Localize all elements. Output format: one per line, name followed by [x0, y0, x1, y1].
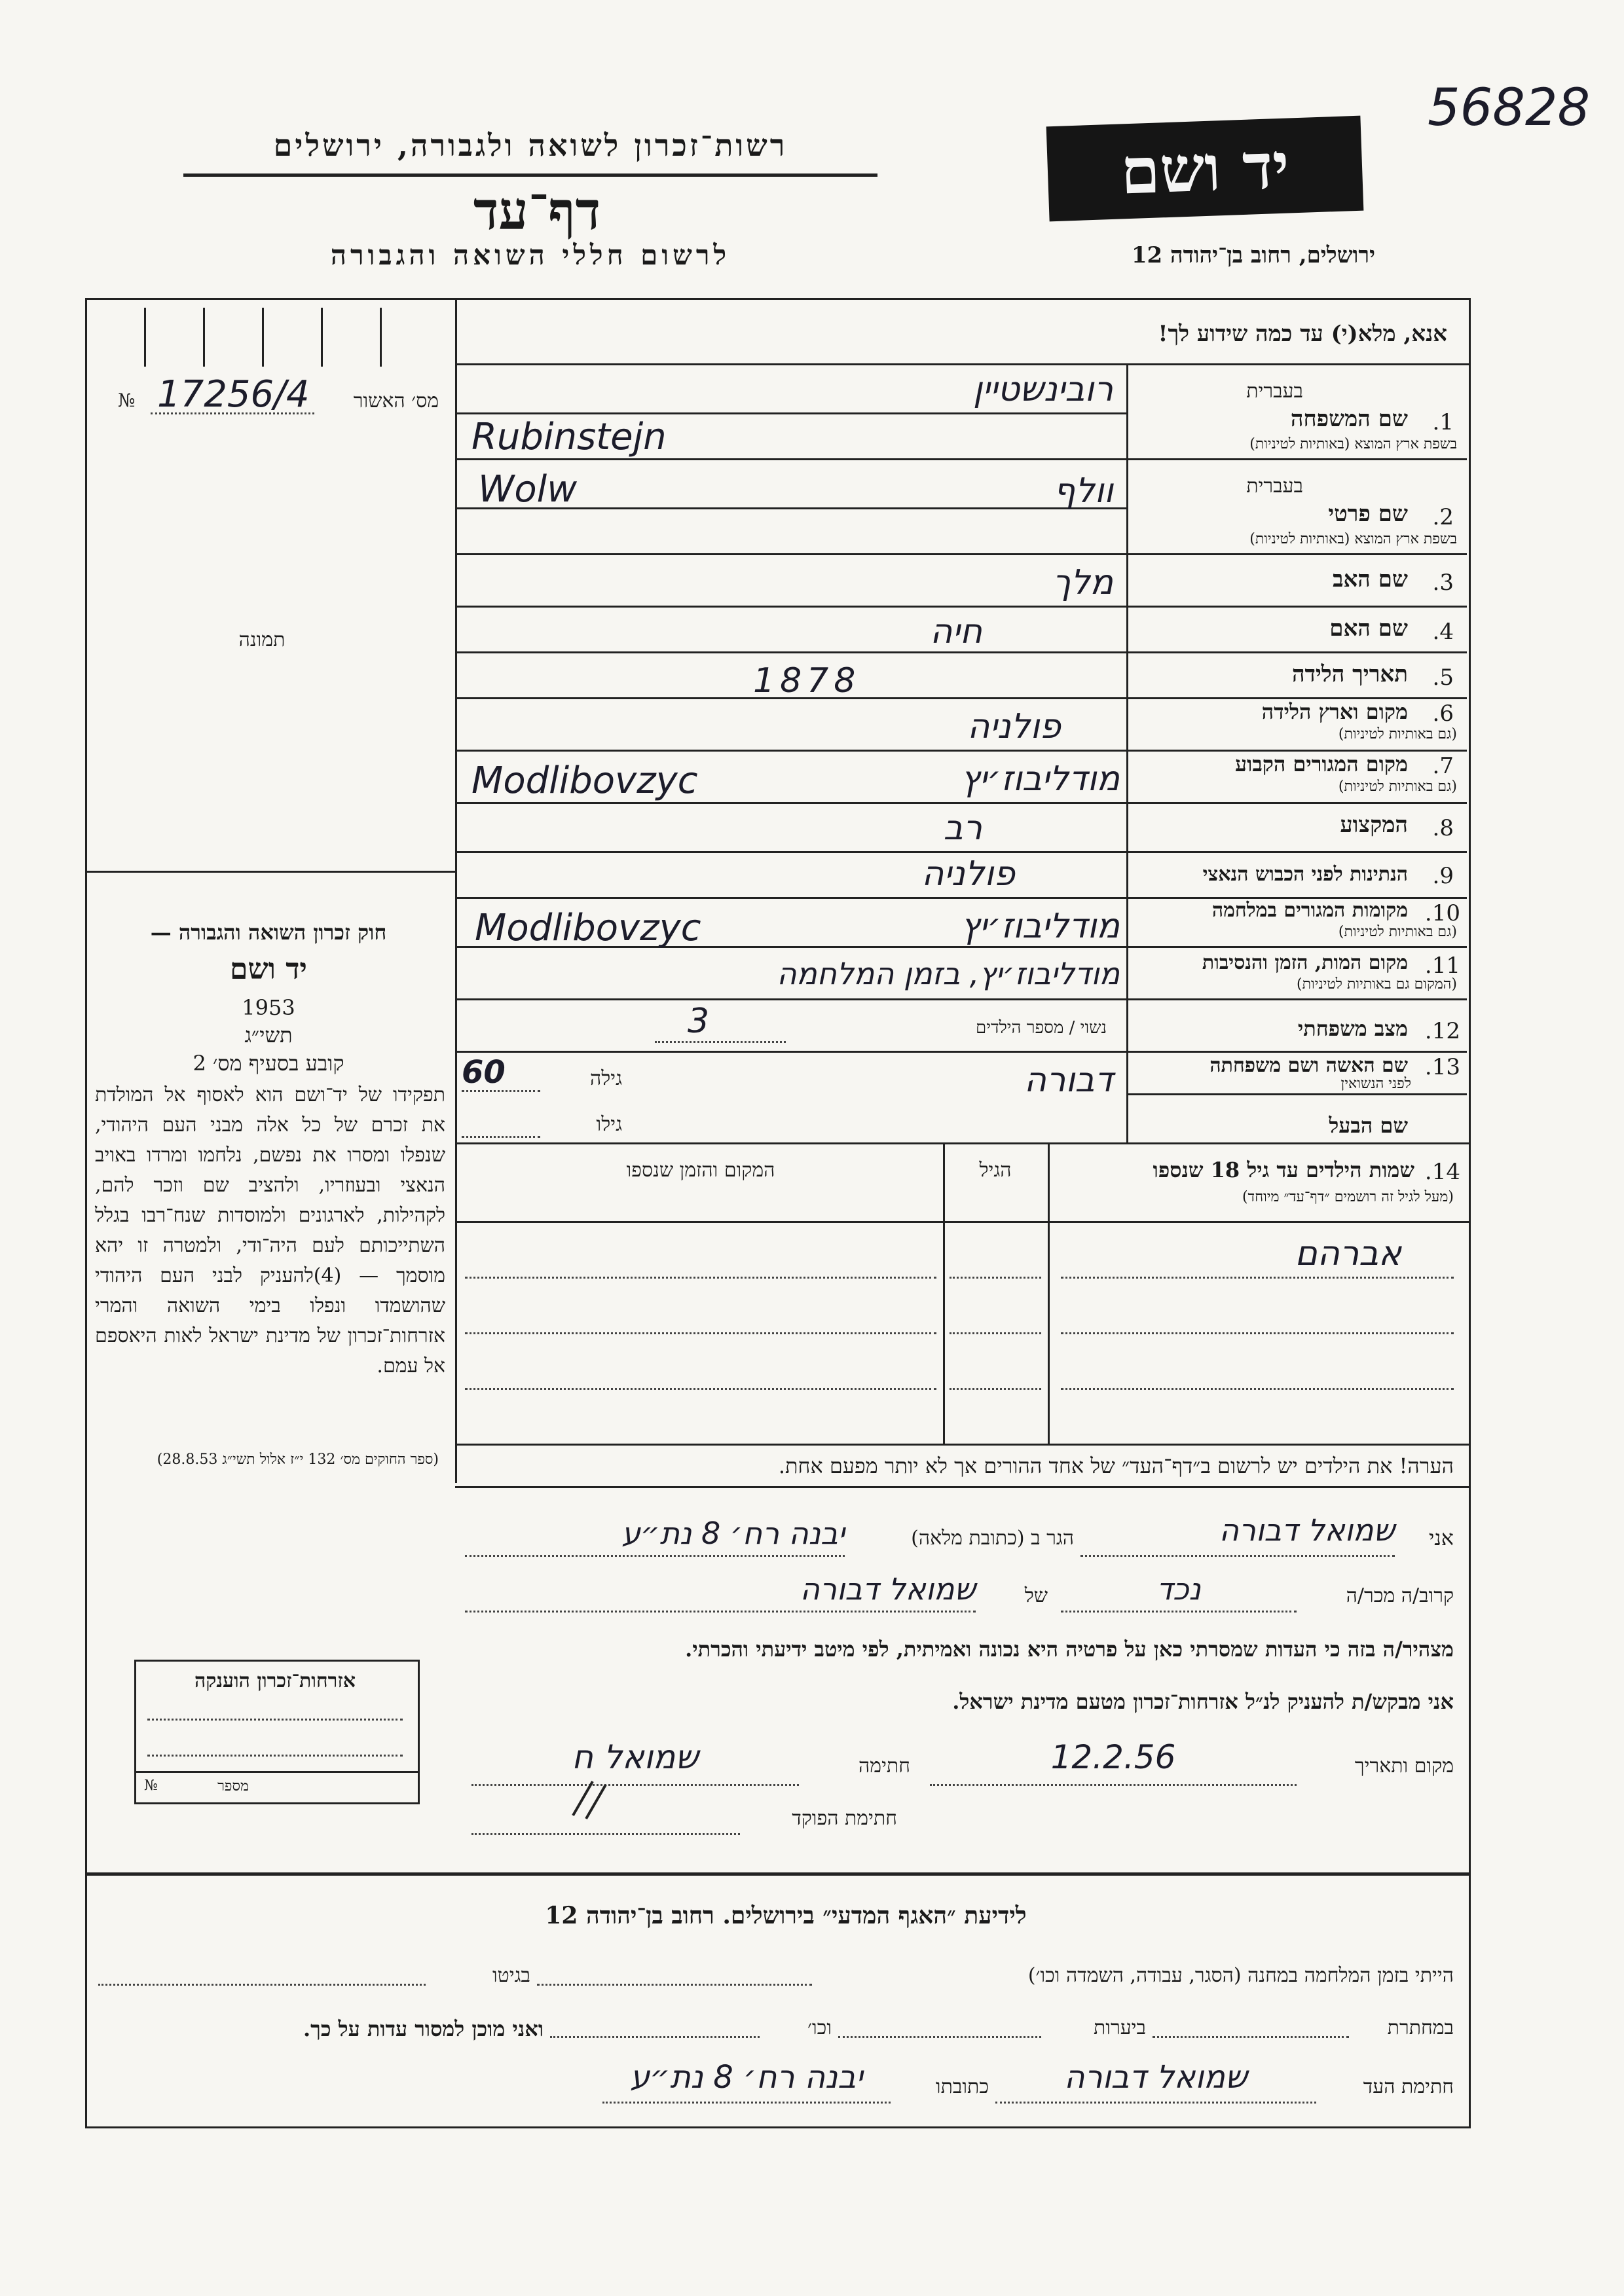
- citizenship-no-symbol: №: [144, 1777, 158, 1794]
- field-11-num: 11.: [1424, 953, 1460, 979]
- child-1-name: אברהם: [1295, 1234, 1401, 1273]
- field-2-value-he: וולף: [1053, 471, 1113, 511]
- field-12-num: 12.: [1424, 1018, 1460, 1044]
- field-4-label: שם האם: [1329, 615, 1408, 642]
- note: הערה! את הילדים יש לרשום ב״דף־העד״ של אחד ההורים אך לא יותר מפעם אחת.: [778, 1453, 1454, 1478]
- field-2-value-latin: Wolw: [478, 468, 577, 511]
- field-12-label: מצב משפחתי: [1297, 1016, 1408, 1041]
- law-name: יד ושם: [230, 953, 307, 986]
- field-8-label: המקצוע: [1340, 812, 1408, 838]
- bottom-line2-d: ואני מוכן למסור עדות על כך.: [303, 2016, 544, 2041]
- field-10-value-he: מודליבוז׳יץ: [961, 907, 1120, 946]
- field-6-label: מקום וארץ הלידה: [1261, 699, 1408, 724]
- registration-no-symbol: №: [118, 390, 136, 411]
- children-col-age: הגיל: [979, 1159, 1012, 1182]
- field-5-num: 5.: [1432, 665, 1454, 691]
- decl-officer-label: חתימת הפוקד: [792, 1807, 897, 1830]
- field-9-label: הנתינות לפני הכבוש הנאצי: [1202, 863, 1408, 886]
- field-5-label: תאריך הלידה: [1291, 661, 1408, 687]
- law-section: קובע בסעיף מס׳ 2: [193, 1051, 344, 1076]
- registration-ticks: [105, 308, 439, 367]
- field-11-label: מקום המות, הזמן והנסיבות: [1202, 951, 1408, 974]
- authority-line: רשות־זכרון לשואה ולגבורה, ירושלים: [273, 128, 788, 163]
- field-12-children-count: 3: [688, 1002, 710, 1041]
- field-9-value: פולניה: [921, 854, 1015, 894]
- field-7-sub: (גם באותיות לטיניות): [1338, 778, 1457, 795]
- field-1-label: שם המשפחה: [1290, 406, 1408, 432]
- field-11-value: מודליבוז׳יץ, בזמן המלחמה: [777, 956, 1120, 991]
- decl-of-label: של: [1024, 1584, 1048, 1607]
- field-8-num: 8.: [1432, 815, 1454, 841]
- field-3-value: מלך: [1052, 563, 1113, 602]
- children-title: שמות הילדים עד גיל 18 שנספו: [1153, 1157, 1414, 1182]
- bottom-line2-c: וכו׳: [807, 2016, 832, 2039]
- field-13-age-label: גילה: [589, 1067, 622, 1090]
- field-6-sub: (גם באותיות לטיניות): [1338, 726, 1457, 742]
- field-2-sub: בשפת ארץ המוצא (באותיות לטיניות): [1249, 531, 1457, 547]
- witness-label: חתימת העד: [1363, 2075, 1454, 2098]
- decl-signature: שמואל ח: [572, 1738, 699, 1776]
- field-8-value: רב: [943, 809, 982, 848]
- field-7-value-latin: Modlibovzyc: [471, 759, 698, 802]
- children-num: 14.: [1424, 1159, 1460, 1185]
- registration-label: מס׳ האשור: [353, 390, 439, 412]
- field-1-num: 1.: [1432, 409, 1454, 435]
- field-4-value: חיה: [930, 612, 982, 651]
- witness-signature: שמואל דבורה: [1064, 2059, 1247, 2096]
- husband-label: שם הבעל: [1329, 1113, 1408, 1138]
- field-13-sub: לפני הנשואין: [1340, 1076, 1411, 1092]
- law-year: 1953: [242, 995, 295, 1020]
- decl-request: אני מבקש/ת להעניק לנ״ל אזרחות־זכרון מטעם מדינת ישראל.: [952, 1689, 1454, 1714]
- decl-of-value: שמואל דבורה: [800, 1571, 976, 1607]
- bottom-line1-b: בגיטו: [492, 1964, 530, 1987]
- children-col-place: המקום והזמן שנספו: [626, 1159, 775, 1182]
- field-7-num: 7.: [1432, 753, 1454, 779]
- field-7-value-he: מודליבוז׳יץ: [961, 759, 1120, 799]
- children-subtitle: (מעל לגיל זה רושמים ״דף־עד״ מיוחד): [1242, 1189, 1454, 1205]
- bottom-line1-a: הייתי בזמן המלחמה במחנה (הסגר, עבודה, השמדה וכו׳): [1027, 1964, 1454, 1987]
- field-13-num: 13.: [1424, 1054, 1460, 1080]
- field-9-num: 9.: [1432, 863, 1454, 889]
- decl-i-label: אני: [1429, 1525, 1454, 1550]
- field-13-label: שם האשה ושם משפחתה: [1209, 1054, 1408, 1077]
- registration-number: 17256/4: [157, 373, 310, 416]
- decl-address: יבנה רח׳ 8 נת״ע: [621, 1516, 845, 1551]
- decl-address-label: הגר ב (כתובת מלאה): [911, 1527, 1074, 1550]
- husband-age-label: גילו: [596, 1113, 622, 1136]
- field-6-num: 6.: [1432, 701, 1454, 727]
- decl-date: 12.2.56: [1050, 1738, 1176, 1776]
- field-1-value-he: רובינשטיין: [972, 370, 1113, 409]
- decl-name: שמואל דבורה: [1219, 1512, 1395, 1548]
- decl-relative-label: קרוב/ה מכר/ה: [1346, 1584, 1454, 1607]
- yad-vashem-logo: [1046, 116, 1364, 222]
- please-line: אנא, מלא(י) עד כמה שידוע לך!: [1158, 321, 1447, 347]
- bottom-line2-a: במחתרת: [1387, 2016, 1454, 2039]
- field-4-num: 4.: [1432, 619, 1454, 645]
- address: ירושלים, רחוב בן־יהודה 12: [1131, 242, 1375, 268]
- field-2-sub-he: בעברית: [1246, 475, 1303, 498]
- citizenship-title: אזרחות־זכרון הוענקה: [194, 1669, 356, 1692]
- field-10-sub: (גם באותיות לטיניות): [1338, 924, 1457, 940]
- decl-statement: מצהיר/ה בזה כי העדות שמסרתי כאן על פרטיה היא נכונה ואמיתית, לפי מיטב ידיעתי והכרתי.: [685, 1637, 1454, 1662]
- witness-address: יבנה רח׳ 8 נת״ע: [630, 2059, 863, 2096]
- form-title: דף־עד: [473, 180, 601, 242]
- field-10-label: מקומות המגורים במלחמה: [1211, 899, 1408, 922]
- field-1-value-latin: Rubinstejn: [471, 416, 667, 458]
- field-2-label: שם פרטי: [1328, 501, 1408, 527]
- field-3-num: 3.: [1432, 570, 1454, 596]
- form-subtitle: לרשום חללי השואה והגבורה: [330, 239, 731, 271]
- law-footnote: (ספר החוקים מס׳ 132 י״ז אלול תשי״ג 28.8.53): [157, 1451, 439, 1468]
- logo-text: יד ושם: [1119, 128, 1291, 209]
- field-10-num: 10.: [1424, 900, 1460, 926]
- field-10-value-latin: Modlibovzyc: [475, 907, 701, 949]
- field-13-value: דבורה: [1024, 1061, 1113, 1100]
- field-7-label: מקום המגורים הקבוע: [1235, 752, 1408, 776]
- bottom-heading: לידיעת ״האגף המדעי״ בירושלים. רחוב בן־יהודה 12: [545, 1902, 1027, 1929]
- field-11-sub: (המקום גם באותיות לטיניות): [1297, 976, 1457, 993]
- field-13-age-value: 60: [462, 1054, 506, 1091]
- field-5-value: 1878: [753, 661, 861, 701]
- field-12-value: נשוי / מספר הילדים: [976, 1018, 1107, 1038]
- field-6-value: פולניה: [967, 707, 1061, 746]
- law-title: חוק זכרון השואה והגבורה —: [150, 920, 387, 945]
- bottom-line2-b: ביערות: [1093, 2016, 1146, 2039]
- archive-number: 56828: [1428, 79, 1591, 137]
- decl-signature-label: חתימה: [858, 1755, 910, 1777]
- field-3-label: שם האב: [1333, 566, 1408, 592]
- decl-place-date-label: מקום ותאריך: [1354, 1755, 1454, 1777]
- law-body: תפקידו של יד־ושם הוא לאסוף אל המולדת את זכרם של כל אלה מבני העם היהודי, שנפלו ומסרו את נפשם, נלחמו ומרדו באויב הנאצי ובעוזריו, ולהציב שם וזכר להם, לקהילות, לארגונים ולמוסדות שנח־רבו בגלל השתייכותם לעם היה־ודי, ולמטרה זו יהא מוסמך — (4)להעניק לבני העם היהודי שהושמדו ונפלו בימי השואה והמרי אזרחות־זכרון של מדינת ישראל לאות היאספם אל עמם.: [95, 1084, 445, 1377]
- photo-label: תמונה: [238, 629, 286, 651]
- field-1-sub: בשפת ארץ המוצא (באותיות לטיניות): [1249, 436, 1457, 452]
- decl-relation: נכד: [1156, 1571, 1201, 1607]
- citizenship-number-label: מספר: [217, 1778, 249, 1795]
- law-year-he: תשי״ג: [244, 1023, 293, 1048]
- field-2-num: 2.: [1432, 504, 1454, 530]
- field-1-sub-he: בעברית: [1246, 380, 1303, 403]
- witness-address-label: כתובתו: [935, 2075, 989, 2098]
